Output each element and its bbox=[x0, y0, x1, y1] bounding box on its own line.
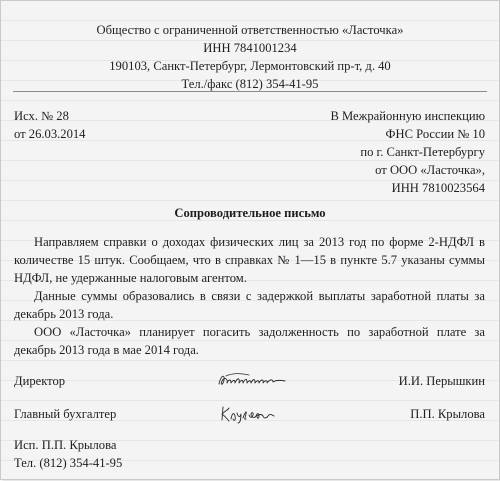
director-signature bbox=[217, 371, 289, 389]
executor-name: Исп. П.П. Крылова bbox=[14, 438, 117, 452]
letter-body bbox=[14, 233, 485, 359]
accountant-signature-row bbox=[14, 403, 485, 425]
outgoing-reference bbox=[14, 107, 85, 143]
body-paragraph: Направляем справки о доходах физических лиц за 2013 год по форме 2-НДФЛ в количестве 15 штук. Сообщаем, что в справках № 1—15 в пункте 5.7 указаны суммы НДФЛ, не удержанные налоговым агентом. bbox=[14, 235, 485, 285]
company-name: Общество с ограниченной ответственностью «Ласточка» bbox=[96, 23, 404, 37]
company-address: 190103, Санкт-Петербург, Лермонтовский пр-т, д. 40 bbox=[109, 59, 391, 73]
accountant-role: Главный бухгалтер bbox=[14, 407, 117, 421]
recipient-line: от ООО «Ласточка», bbox=[375, 163, 485, 177]
executor-block bbox=[14, 436, 122, 472]
director-name: И.И. Перышкин bbox=[398, 374, 485, 388]
letter-title: Сопроводительное письмо bbox=[174, 206, 326, 220]
outgoing-date: от 26.03.2014 bbox=[14, 127, 86, 141]
body-paragraph: Данные суммы образовались в связи с задержкой выплаты заработной платы за декабрь 2013 года. bbox=[14, 289, 485, 321]
company-phone: Тел./факс (812) 354-41-95 bbox=[181, 77, 319, 91]
recipient-line: ФНС России № 10 bbox=[385, 127, 485, 141]
letterhead bbox=[1, 21, 499, 93]
accountant-name: П.П. Крылова bbox=[410, 407, 485, 421]
recipient-block bbox=[330, 107, 485, 197]
outgoing-number: Исх. № 28 bbox=[14, 109, 69, 123]
company-inn: ИНН 7841001234 bbox=[203, 41, 297, 55]
body-paragraph: ООО «Ласточка» планирует погасить задолженность по заработной плате за декабрь 2013 года в мае 2014 года. bbox=[14, 325, 485, 357]
accountant-signature bbox=[219, 404, 277, 424]
recipient-line: В Межрайонную инспекцию bbox=[330, 109, 485, 123]
recipient-line: по г. Санкт-Петербургу bbox=[360, 145, 485, 159]
director-role: Директор bbox=[14, 374, 66, 388]
director-signature-row bbox=[14, 370, 485, 392]
recipient-line: ИНН 7810023564 bbox=[391, 181, 485, 195]
letterhead-divider bbox=[13, 91, 487, 92]
executor-phone: Тел. (812) 354-41-95 bbox=[14, 456, 123, 470]
